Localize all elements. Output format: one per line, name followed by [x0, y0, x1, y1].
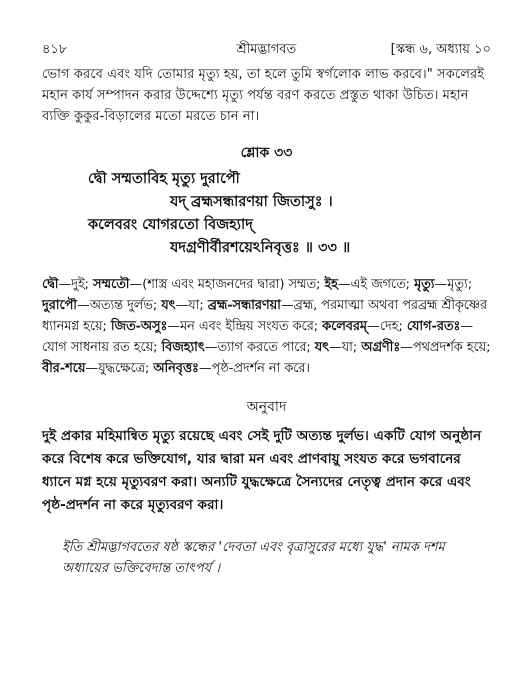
synonym-term: দুরাপৌ — [42, 298, 77, 313]
synonym-term: বীর-শয়ে — [42, 361, 86, 376]
synonym-term: যৎ — [314, 340, 329, 355]
translation-text: দুই প্রকার মহিমান্বিত মৃত্যু রয়েছে এবং সেই দুটি অত্যন্ত দুর্লভ। একটি যোগ অনুষ্ঠান করে বিশেষ করে ভক্তিযোগ, যার দ্বারা মন এবং প্রাণবায়ু সংযত করে ভগবানের ধ্যানে মগ্ন হয়ে মৃত্যুবরণ করা। অন্যটি যুদ্ধক্ষেত্রে সৈন্যদের নেতৃত্ব প্রদান করে এবং পৃষ্ঠ-প্রদর্শন না করে মৃত্যুবরণ করা। — [42, 428, 482, 513]
purport-continuation: ভোগ করবে এবং যদি তোমার মৃত্যু হয়, তা হলে তুমি স্বর্গলোক লাভ করবে।" সকলেরই মহান কার্য সম্পাদন করার উদ্দেশ্যে মৃত্যু পর্যন্ত বরণ করতে প্রস্তুত থাকা উচিত। মহান ব্যক্তি কুকুর-বিড়ালের মতো মরতে চান না। — [42, 67, 485, 124]
verse-line-1: দ্বৌ সম্মতাবিহ মৃত্যু দুরাপৌ — [88, 171, 240, 187]
synonym-meaning: —দেহ; — [367, 319, 407, 334]
book-title: শ্রীমদ্ভাগবত — [236, 42, 297, 57]
synonym-meaning: —(শাস্ত্র এবং মহাজনদের দ্বারা) সম্মত; — [129, 277, 325, 292]
synonym-meaning: —দুই; — [58, 277, 94, 292]
verse-line-3: কলেবরং যোগরতো বিজহ্যাদ্ — [88, 217, 253, 233]
verse-heading: শ্লোক ৩৩ — [240, 145, 293, 161]
synonym-meaning: —ব্রহ্ম, পরমাত্মা অথবা পরব্রহ্ম শ্রীকৃষ্ণের ধ্যানমগ্ন হয়ে; — [42, 298, 488, 334]
synonym-term: যোগ-রতঃ — [406, 319, 461, 334]
synonym-meaning: —এই জগতে; — [337, 277, 415, 292]
synonym-term: জিত-অসুঃ — [110, 319, 168, 334]
running-header — [42, 40, 491, 62]
synonym-meaning: —যোগ সাধনায় রত হয়ে; — [42, 319, 474, 355]
synonym-meaning: —ত্যাগ করতে পারে; — [204, 340, 315, 355]
synonym-term: যৎ — [161, 298, 176, 313]
synonym-meaning: —অত্যন্ত দুর্লভ; — [76, 298, 162, 313]
page-number: ৪১৮ — [42, 42, 68, 57]
translation-heading: অনুবাদ — [246, 399, 287, 415]
synonym-term: ব্রহ্ম-সন্ধারণয়া — [207, 298, 281, 313]
synonym-term: মৃত্যু — [414, 277, 435, 292]
chapter-reference: [স্কন্ধ ৬, অধ্যায় ১০ — [390, 42, 491, 57]
synonym-meaning: —যুদ্ধক্ষেত্রে; — [85, 361, 154, 376]
synonym-meaning: —মৃত্যু; — [434, 277, 473, 292]
synonym-meaning: —মন এবং ইন্দ্রিয় সংযত করে; — [167, 319, 323, 334]
verse-line-2: যদ্ ব্রহ্মসন্ধারণয়া জিতাসুঃ । — [170, 194, 333, 210]
sanskrit-verse — [42, 168, 491, 260]
verse-line-4: যদগ্রণীর্বীরশয়েঽনিবৃত্তঃ ॥ ৩৩ ॥ — [170, 240, 351, 256]
synonym-meaning: —পৃষ্ঠ-প্রদর্শন না করে। — [198, 361, 310, 376]
synonym-term: কলেবরম্ — [322, 319, 368, 334]
synonym-meaning: —পথপ্রদর্শক হয়ে; — [400, 340, 491, 355]
synonym-term: অগ্রণীঃ — [361, 340, 401, 355]
synonym-term: দ্বৌ — [42, 277, 59, 292]
synonym-term: অনিবৃত্তঃ — [153, 361, 199, 376]
synonym-meaning: —যা; — [329, 340, 362, 355]
synonym-term: সম্মতৌ — [93, 277, 130, 292]
word-for-word-synonyms — [42, 274, 491, 379]
synonym-term: বিজহ্যাৎ — [161, 340, 205, 355]
synonym-meaning: —যা; — [175, 298, 208, 313]
chapter-colophon: ইতি শ্রীমদ্ভাগবতের ষষ্ঠ স্কন্ধের 'দেবতা এবং বৃত্রাসুরের মধ্যে যুদ্ধ' নামক দশম অধ্যায়ের ভক্তিবেদান্ত তাৎপর্য । — [62, 540, 445, 576]
synonym-term: ইহ — [324, 277, 338, 292]
